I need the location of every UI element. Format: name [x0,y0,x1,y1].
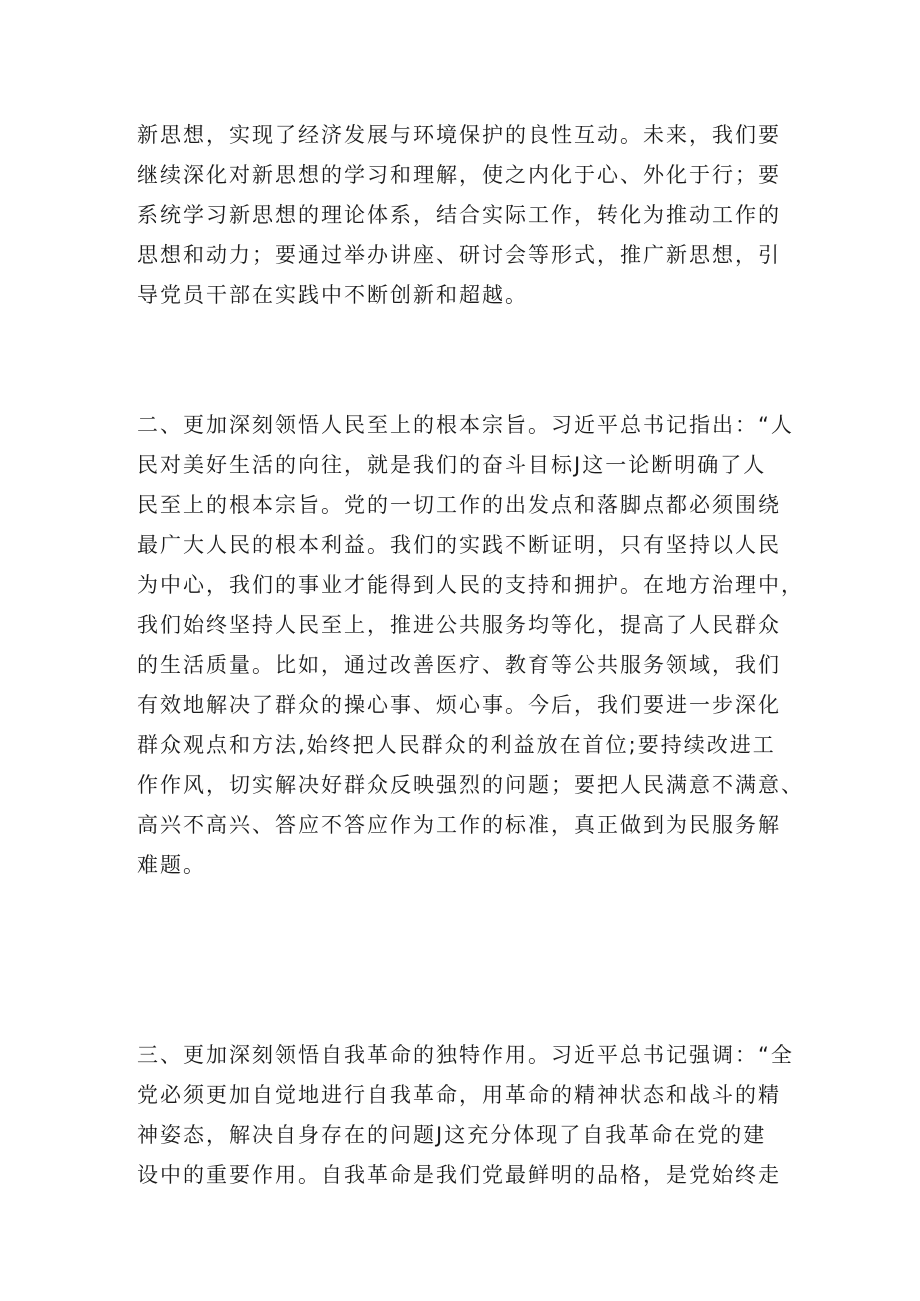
paragraph-new-thought [137,115,797,315]
text-line: 最广大人民的根本利益。我们的实践不断证明，只有坚持以人民 [137,533,781,557]
text-line: 民对美好生活的向往，就是我们的奋斗目标J这一论断明确了人 [137,453,767,477]
text-line: 我们始终坚持人民至上，推进公共服务均等化，提高了人民群众 [137,613,781,637]
text-line: 作作风，切实解决好群众反映强烈的问题；要把人民满意不满意、 [137,773,804,797]
text-line: 设中的重要作用。自我革命是我们党最鲜明的品格，是党始终走 [137,1163,781,1187]
text-line: 新思想，实现了经济发展与环境保护的良性互动。未来，我们要 [137,123,781,147]
text-line: 党必须更加自觉地进行自我革命，用革命的精神状态和战斗的精 [137,1083,781,1107]
text-line: 有效地解决了群众的操心事、烦心事。今后，我们要进一步深化 [137,693,781,717]
text-line: 为中心，我们的事业才能得到人民的支持和拥护。在地方治理中， [137,573,804,597]
text-line: 神姿态，解决自身存在的问题J这充分体现了自我革命在党的建 [137,1123,767,1147]
text-line: 思想和动力；要通过举办讲座、研讨会等形式，推广新思想，引 [137,243,781,267]
text-line: 的生活质量。比如，通过改善医疗、教育等公共服务领域，我们 [137,653,781,677]
text-line: 民至上的根本宗旨。党的一切工作的出发点和落脚点都必须围绕 [137,493,781,517]
text-line: 群众观点和方法,始终把人民群众的利益放在首位;要持续改进工 [137,733,776,757]
text-line: 系统学习新思想的理论体系，结合实际工作，转化为推动工作的 [137,203,781,227]
paragraph-people-first [137,405,804,885]
section-heading-line: 二、更加深刻领悟人民至上的根本宗旨。习近平总书记指出：“人 [137,413,794,437]
text-line: 继续深化对新思想的学习和理解，使之内化于心、外化于行；要 [137,163,781,187]
text-line: 高兴不高兴、答应不答应作为工作的标准，真正做到为民服务解 [137,813,781,837]
section-heading-line: 三、更加深刻领悟自我革命的独特作用。习近平总书记强调：“全 [137,1043,794,1067]
text-line: 导党员干部在实践中不断创新和超越。 [137,283,528,307]
text-line: 难题。 [137,853,206,877]
paragraph-self-revolution [137,1035,797,1195]
